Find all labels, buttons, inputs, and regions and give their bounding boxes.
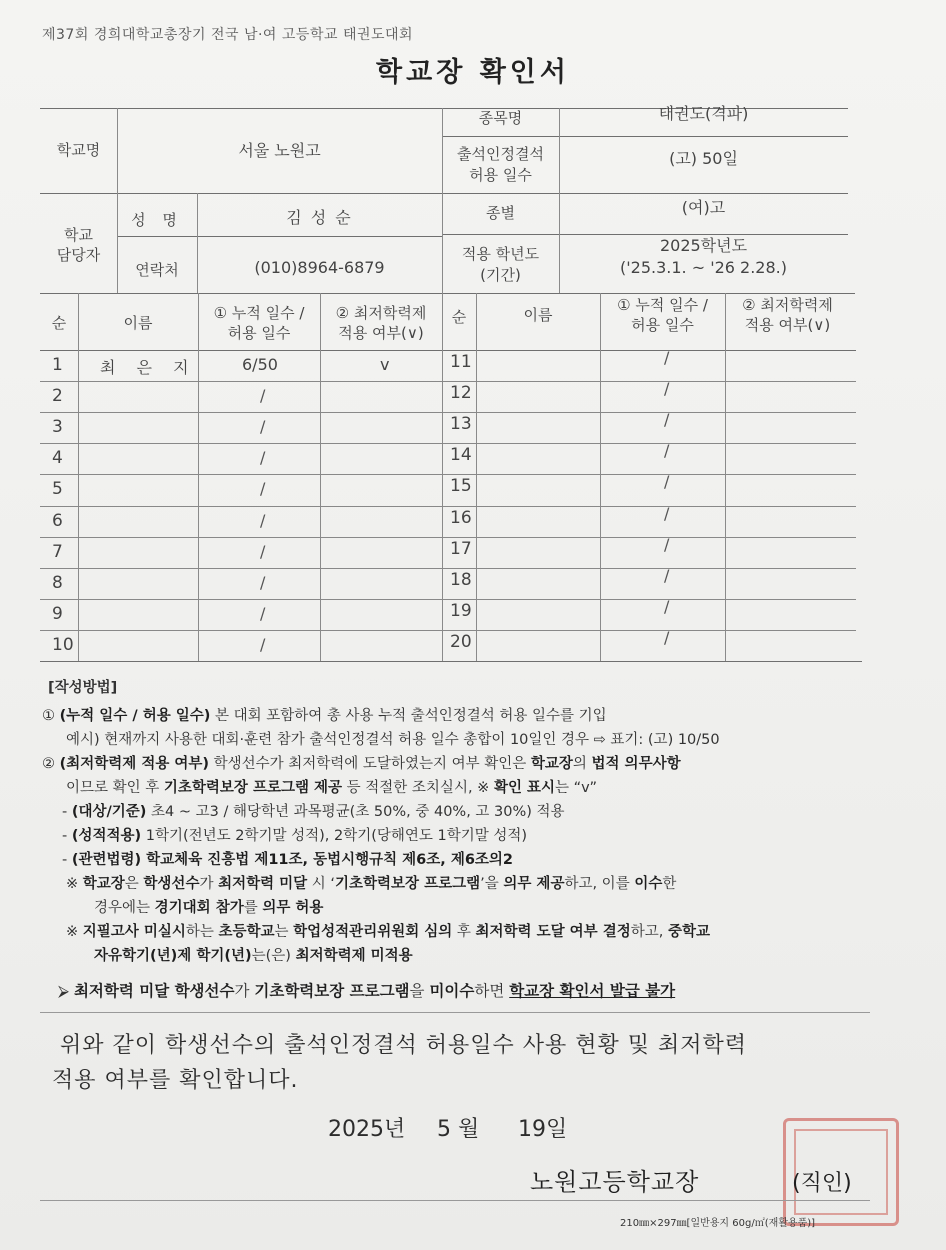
note-2-j: 중학교 [667, 924, 710, 940]
note-2-c: 하는 [185, 924, 219, 940]
confirmation-line2: 적용 여부를 확인합니다. [52, 1068, 299, 1094]
instruction-2-cont [66, 778, 597, 800]
table-divider [476, 293, 477, 661]
col-header-check-line2: 적용 여부(∨) [338, 324, 424, 342]
cumulative-days: / [664, 410, 670, 430]
principal-title: 노원고등학교장 [530, 1168, 700, 1196]
event-label: 종목명 [478, 108, 523, 127]
instruction-2 [42, 754, 681, 776]
instruction-2-cont-d: 확인 표시 [493, 780, 556, 796]
col-header-check-right-line1: ② 최저학력제 [742, 295, 833, 314]
cumulative-days: 6/50 [242, 355, 278, 374]
note-1-cont-a: 경우에는 [94, 900, 155, 916]
table-divider [442, 293, 443, 661]
row-seq: 8 [52, 572, 63, 593]
col-header-days-line2: 허용 일수 [227, 324, 291, 342]
table-header-divider [40, 350, 856, 351]
row-seq: 3 [52, 417, 63, 438]
cumulative-days: / [664, 534, 670, 554]
gender-label: 종별 [486, 204, 515, 223]
cumulative-days: / [664, 348, 670, 367]
instructions-heading: [작성방법] [48, 680, 118, 696]
year-value-line1: 2025학년도 [659, 236, 748, 256]
col-header-days-line1: ① 누적 일수 / [213, 303, 305, 322]
row-seq: 11 [450, 352, 472, 372]
note-2-h: 최저학력 도달 여부 결정 [475, 924, 631, 940]
attendance-label-line1: 출석인정결석 [457, 145, 544, 164]
cumulative-days: / [260, 603, 266, 623]
athlete-name: 최 은 지 [100, 358, 197, 377]
document-title: 학교장 확인서 [376, 57, 570, 88]
section-divider [40, 1012, 870, 1013]
attendance-label-line2: 허용 일수 [469, 165, 532, 184]
table-divider [725, 293, 726, 661]
cumulative-days: / [664, 472, 670, 492]
instruction-grades-bold: (성적적용) [71, 828, 142, 844]
instruction-2-cont-e: 는 “v” [555, 780, 597, 796]
row-seq: 15 [450, 476, 472, 497]
row-seq: 17 [450, 538, 472, 559]
gender-value: (여)고 [681, 198, 726, 218]
attendance-value: (고) 50일 [669, 148, 738, 168]
instruction-law-dash: - [62, 852, 72, 868]
row-divider [40, 412, 856, 413]
instruction-target-text: 초4 ~ 고3 / 해당학년 과목평균(초 50%, 중 40%, 고 30%) 적용 [146, 804, 565, 820]
cumulative-days: / [260, 417, 266, 437]
cumulative-days: / [260, 572, 266, 592]
note-1-l: 이수 [634, 876, 663, 892]
manager-label-line1: 학교 [64, 225, 93, 244]
manager-label [40, 210, 117, 280]
warning-d: 을 [409, 982, 430, 1000]
arrow-box-icon: ⮚ [58, 982, 70, 1000]
row-seq: 12 [450, 383, 472, 404]
paper-spec: 210㎜×297㎜[일반용지 60g/㎡(재활용품)] [620, 1218, 816, 1229]
warning-a: 최저학력 미달 학생선수 [73, 982, 235, 1000]
row-seq: 20 [450, 631, 472, 652]
col-header-days-right [600, 288, 725, 342]
note-1-cont-b: 경기대회 참가 [154, 900, 244, 916]
row-seq: 7 [52, 541, 63, 562]
instruction-grades-dash: - [62, 828, 72, 844]
note-2-a: ※ [66, 924, 83, 940]
footer-divider [40, 1200, 870, 1201]
instruction-2-bold: (최저학력제 적용 여부) [59, 756, 210, 772]
note-1-e: 가 [199, 876, 219, 892]
note-1-cont-d: 의무 허용 [262, 900, 324, 916]
instruction-2-cont-c: 등 적절한 조치실시, ※ [342, 780, 494, 796]
row-divider [40, 537, 856, 538]
table-divider [78, 293, 79, 661]
date-year: 2025년 [328, 1117, 406, 1142]
col-header-days [198, 296, 320, 350]
note-2-b: 지필고사 미실시 [82, 924, 186, 940]
note-1-f: 최저학력 미달 [218, 876, 308, 892]
school-label: 학교명 [56, 141, 101, 160]
cumulative-days: / [260, 634, 266, 654]
note-2-d: 초등학교 [218, 924, 275, 940]
row-divider [40, 599, 856, 600]
warning-e: 미이수 [429, 982, 475, 1000]
instruction-grades-text: 1학기(전년도 2학기말 성적), 2학기(당해연도 1학기말 성적) [141, 828, 528, 844]
warning-f: 하면 [474, 982, 510, 1000]
note-1-g: 시 ‘ [307, 876, 336, 892]
row-seq: 16 [450, 507, 472, 528]
col-header-name-right: 이름 [523, 305, 553, 324]
cumulative-days: / [664, 441, 670, 461]
date-month: 5 월 [437, 1117, 480, 1142]
note-1-h: 기초학력보장 프로그램 [335, 876, 481, 892]
cumulative-days: / [664, 379, 670, 399]
col-header-name: 이름 [123, 313, 153, 332]
instruction-target-dash: - [62, 804, 72, 820]
instruction-note-2-cont [94, 946, 413, 968]
col-header-check-line1: ② 최저학력제 [335, 303, 427, 322]
instruction-1-bold: (누적 일수 / 허용 일수) [59, 708, 211, 724]
instruction-2-bold2: 학교장 [530, 756, 573, 772]
row-seq: 13 [450, 414, 472, 435]
note-1-a: ※ [66, 876, 83, 892]
instruction-law [62, 850, 513, 872]
note-2-e: 는 [274, 924, 294, 940]
event-title: 제37회 경희대학교총장기 전국 남·여 고등학교 태권도대회 [42, 27, 414, 43]
col-header-check-right [725, 288, 850, 342]
note-2-cont-c: 최저학력제 미적용 [295, 948, 413, 964]
col-header-check [320, 296, 442, 350]
row-seq: 18 [450, 569, 472, 590]
cumulative-days: / [260, 448, 266, 468]
note-2-f: 학업성적관리위원회 심의 [293, 924, 453, 940]
cumulative-days: / [664, 596, 670, 616]
cumulative-days: / [664, 565, 670, 585]
col-header-seq: 순 [51, 313, 67, 332]
col-header-days-right-line2: 허용 일수 [631, 316, 694, 334]
col-header-check-right-line2: 적용 여부(∨) [744, 316, 831, 334]
cumulative-days: / [664, 627, 670, 647]
note-2-cont-b: 는(은) [251, 948, 296, 964]
cumulative-days: / [664, 503, 670, 523]
manager-name: 김 성 순 [286, 208, 353, 228]
warning-b: 가 [234, 982, 255, 1000]
year-value-line2: ('25.3.1. ~ '26 2.28.) [620, 258, 787, 277]
instruction-2-cont-b: 기초학력보장 프로그램 제공 [163, 780, 343, 796]
row-seq: 1 [52, 355, 63, 375]
academic-check: v [380, 355, 390, 374]
cumulative-days: / [260, 541, 266, 561]
table-divider [600, 293, 601, 661]
confirmation-text [52, 1028, 748, 1098]
instruction-2-cont-a: 이므로 확인 후 [66, 780, 164, 796]
row-seq: 4 [52, 448, 63, 469]
note-1-c: 은 [124, 876, 144, 892]
note-1-k: 하고, 이를 [564, 876, 635, 892]
instruction-2-bold3: 법적 의무사항 [591, 756, 681, 772]
note-1-j: 의무 제공 [503, 876, 565, 892]
row-seq: 6 [52, 510, 63, 531]
cumulative-days: / [260, 510, 266, 530]
row-seq: 19 [450, 600, 472, 621]
attendance-label [442, 136, 559, 193]
warning-g: 학교장 확인서 발급 불가 [509, 982, 676, 1000]
instruction-target-bold: (대상/기준) [71, 804, 147, 820]
note-1-b: 학교장 [82, 876, 125, 892]
confirmation-line1: 위와 같이 학생선수의 출석인정결석 허용일수 사용 현황 및 최저학력 [60, 1033, 748, 1058]
school-value: 서울 노원고 [238, 140, 321, 160]
instruction-target [62, 802, 565, 824]
col-header-seq-right: 순 [451, 307, 467, 326]
col-header-days-right-line1: ① 누적 일수 / [617, 295, 708, 314]
row-divider [40, 443, 856, 444]
year-label-line1: 적용 학년도 [461, 245, 540, 264]
row-divider [40, 568, 856, 569]
note-1-i: ’을 [480, 876, 504, 892]
seal-label: (직인) [792, 1171, 852, 1196]
instruction-1-num: ① [42, 708, 55, 724]
note-2-g: 후 [452, 924, 476, 940]
instruction-law-bold: (관련법령) 학교체육 진흥법 제11조, 동법시행규칙 제6조, 제6조의2 [71, 852, 514, 868]
event-value: 태권도(격파) [658, 104, 749, 124]
row-seq: 9 [52, 603, 63, 624]
instruction-2-num: ② [42, 756, 55, 772]
row-divider [40, 474, 856, 475]
instruction-1 [42, 706, 607, 728]
contact-value: (010)8964-6879 [254, 258, 385, 278]
note-1-d: 학생선수 [143, 876, 200, 892]
row-divider [40, 630, 856, 631]
cumulative-days: / [260, 479, 266, 499]
date-day: 19일 [518, 1117, 568, 1142]
row-seq: 10 [52, 634, 74, 655]
instruction-1-text: 본 대회 포함하여 총 사용 누적 출석인정결석 허용 일수를 기입 [210, 708, 607, 724]
warning-c: 기초학력보장 프로그램 [254, 982, 410, 1000]
cumulative-days: / [260, 386, 266, 406]
instruction-note-2 [66, 922, 710, 944]
contact-label: 연락처 [135, 260, 179, 279]
row-divider [40, 506, 856, 507]
note-2-i: 하고, [630, 924, 668, 940]
note-1-cont-c: 를 [243, 900, 263, 916]
table-border-bottom [40, 661, 862, 662]
instruction-warning [58, 980, 675, 1003]
row-divider [40, 381, 856, 382]
instruction-2-text2: 의 [572, 756, 592, 772]
year-label-line2: (기간) [480, 265, 521, 284]
note-1-m: 한 [662, 876, 677, 892]
instruction-note-1-cont [94, 898, 323, 920]
name-label: 성 명 [131, 210, 183, 229]
manager-label-line2: 담당자 [56, 246, 101, 264]
instruction-1-example: 예시) 현재까지 사용한 대회·훈련 참가 출석인정결석 허용 일수 총합이 10일인 경우 ⇨ 표기: (고) 10/50 [66, 732, 720, 748]
instruction-2-text: 학생선수가 최저학력에 도달하였는지 여부 확인은 [209, 756, 531, 772]
instruction-grades [62, 826, 527, 848]
row-seq: 5 [52, 479, 63, 500]
year-value [559, 232, 848, 282]
row-seq: 14 [450, 445, 472, 466]
row-seq: 2 [52, 386, 63, 407]
note-2-cont-a: 자유학기(년)제 학기(년) [94, 948, 252, 964]
instruction-note-1 [66, 874, 676, 896]
year-label [442, 236, 559, 293]
